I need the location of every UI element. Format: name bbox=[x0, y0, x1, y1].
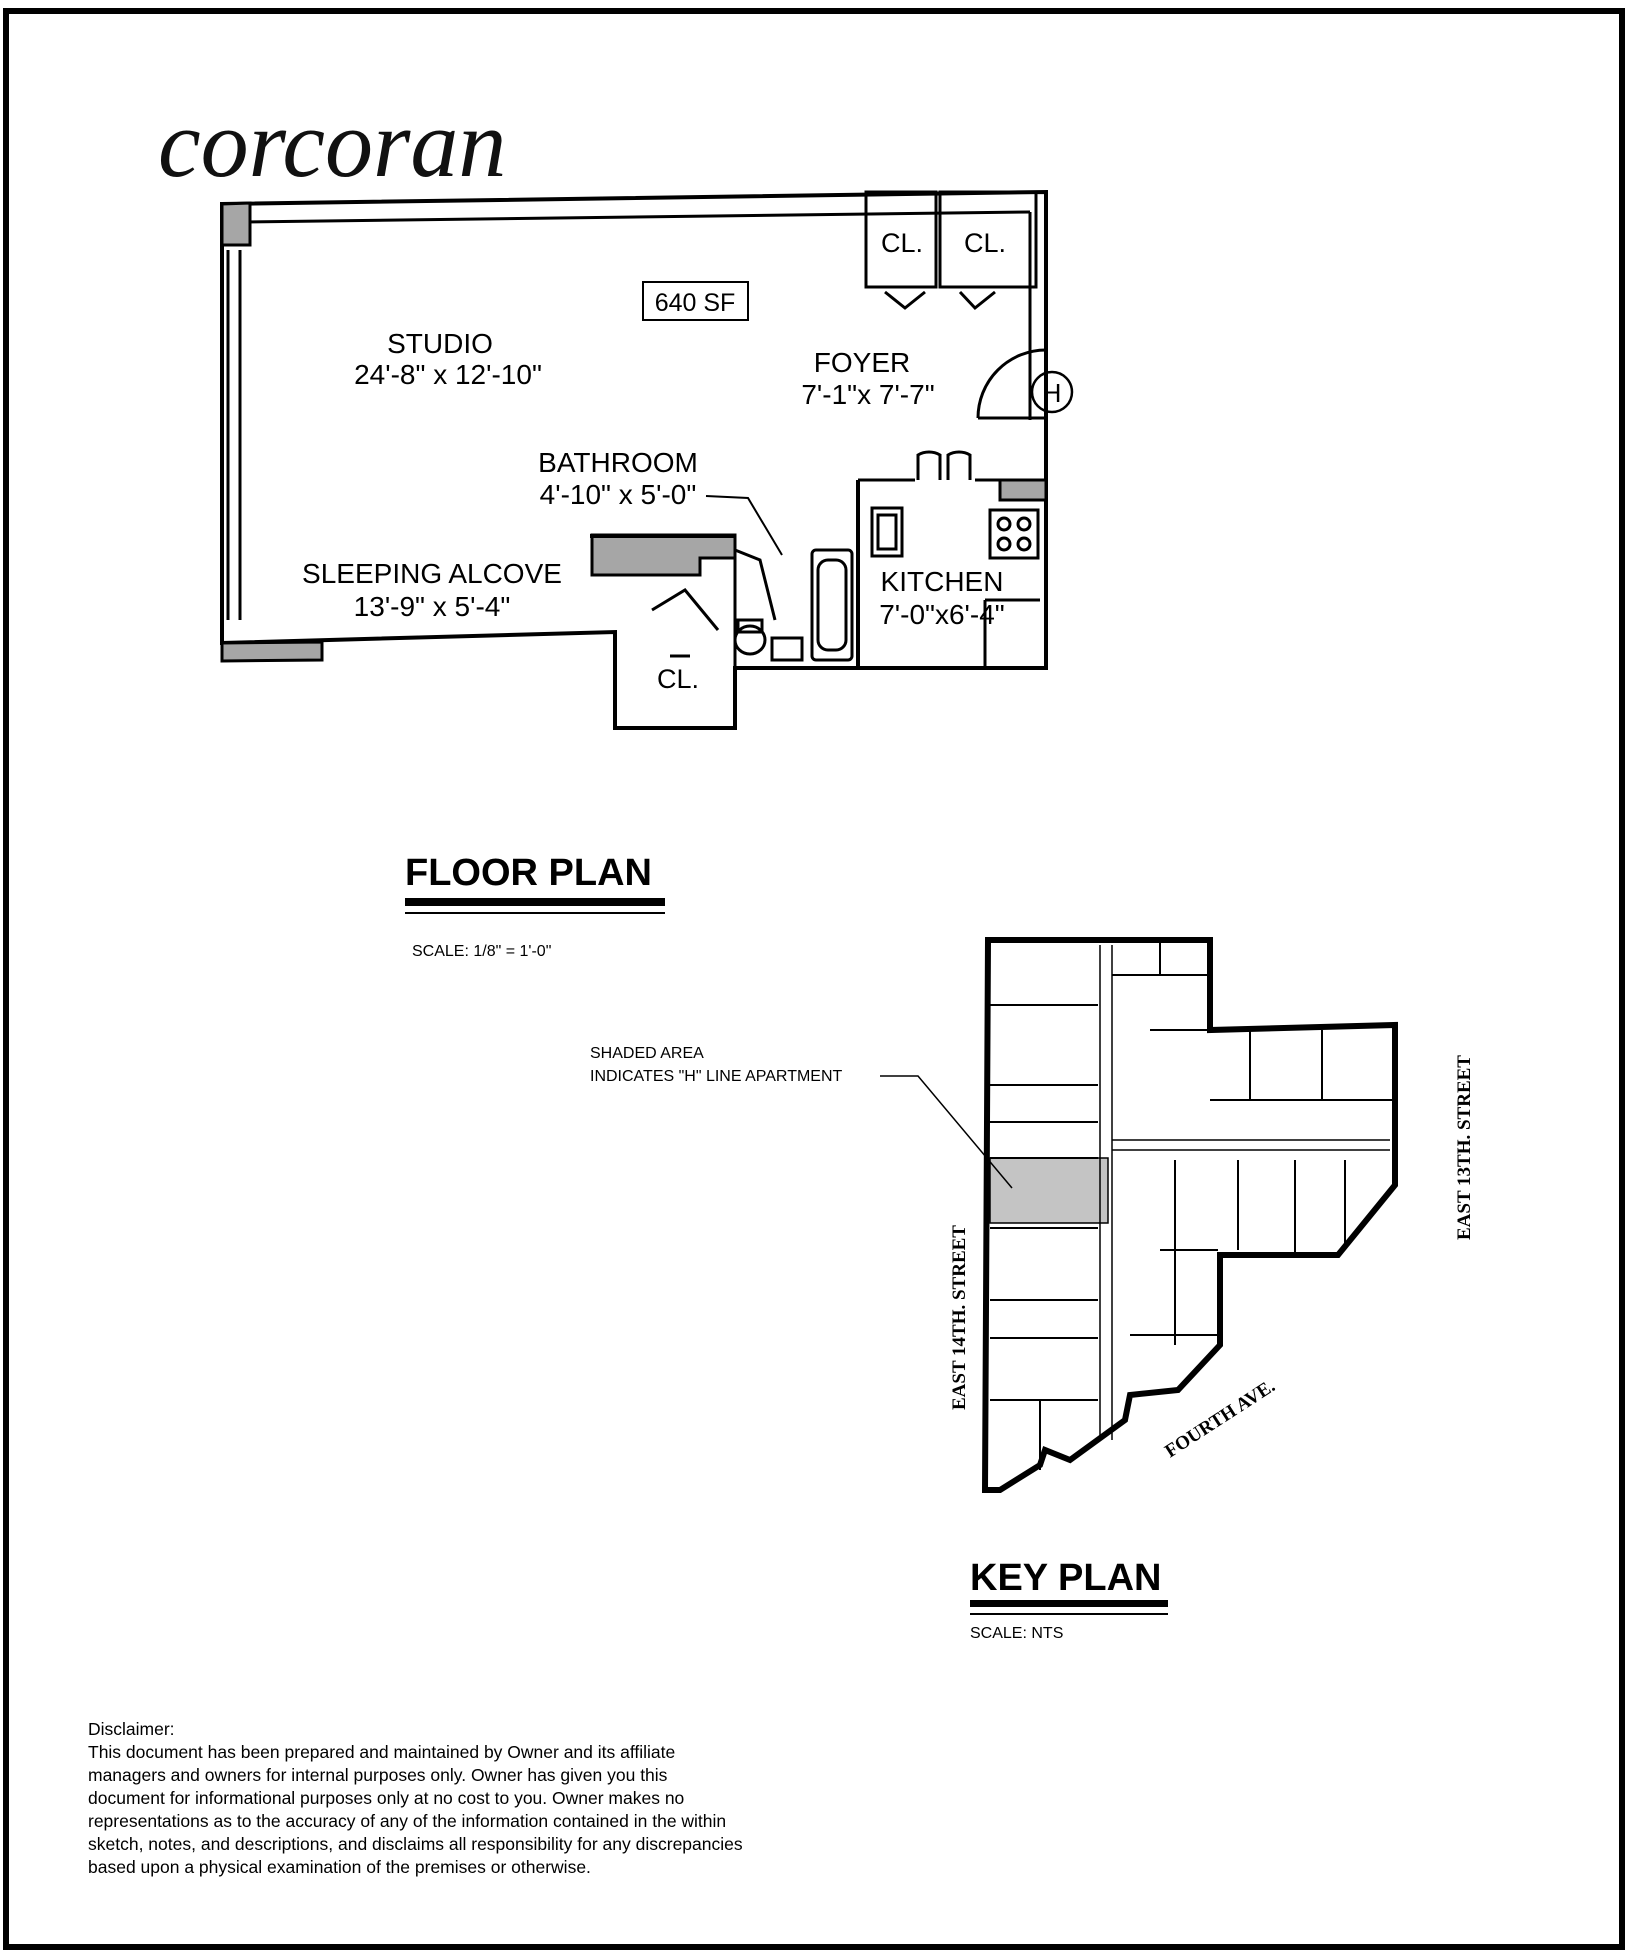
studio-name: STUDIO bbox=[387, 328, 493, 359]
key-plan-scale: SCALE: NTS bbox=[970, 1625, 1064, 1642]
foyer-dims: 7'-1"x 7'-7" bbox=[801, 379, 935, 410]
disclaimer-body: This document has been prepared and maintained by Owner and its affiliate managers and owners for internal purposes only. Owner has given you this document for informational purposes only at no cost to you. Owner makes no representations as to the accuracy of any of the information contained in the within sketch, notes, and descriptions, and disclaims all responsibility for any discrepancies based upon a physical examination of the premises or otherwise. bbox=[88, 1742, 743, 1877]
studio-dims: 24'-8" x 12'-10" bbox=[354, 359, 542, 390]
street-label-east-14th: EAST 14TH. STREET bbox=[949, 1225, 970, 1410]
street-label-fourth-ave: FOURTH AVE. bbox=[1161, 1375, 1280, 1463]
bathroom-name: BATHROOM bbox=[538, 447, 698, 478]
floor-plan-scale: SCALE: 1/8" = 1'-0" bbox=[412, 943, 552, 960]
kitchen-name: KITCHEN bbox=[880, 566, 1004, 597]
floor-plan-title: FLOOR PLAN bbox=[405, 852, 652, 894]
disclaimer-heading: Disclaimer: bbox=[88, 1719, 175, 1739]
sleeping-alcove-dims: 13'-9" x 5'-4" bbox=[353, 591, 511, 622]
key-plan-title-block bbox=[970, 1557, 1168, 1642]
closet-label: CL. bbox=[880, 228, 924, 258]
brand-logo: corcoran bbox=[158, 90, 507, 197]
key-plan-note-line1: SHADED AREA bbox=[590, 1045, 704, 1062]
disclaimer bbox=[88, 1718, 788, 1879]
key-plan-note-line2: INDICATES "H" LINE APARTMENT bbox=[590, 1068, 843, 1085]
closet-label: CL. bbox=[656, 664, 700, 694]
line-marker: H bbox=[1042, 378, 1062, 408]
street-label-east-13th: EAST 13TH. STREET bbox=[1454, 1055, 1475, 1240]
foyer-name: FOYER bbox=[813, 347, 911, 378]
closet-label: CL. bbox=[963, 228, 1007, 258]
kitchen-dims: 7'-0"x6'-4" bbox=[879, 599, 1005, 630]
sleeping-alcove-name: SLEEPING ALCOVE bbox=[302, 558, 562, 589]
key-plan-title: KEY PLAN bbox=[970, 1557, 1162, 1599]
area-label: 640 SF bbox=[654, 289, 736, 317]
floor-plan-title-block bbox=[405, 852, 665, 960]
bathroom-dims: 4'-10" x 5'-0" bbox=[539, 479, 697, 510]
